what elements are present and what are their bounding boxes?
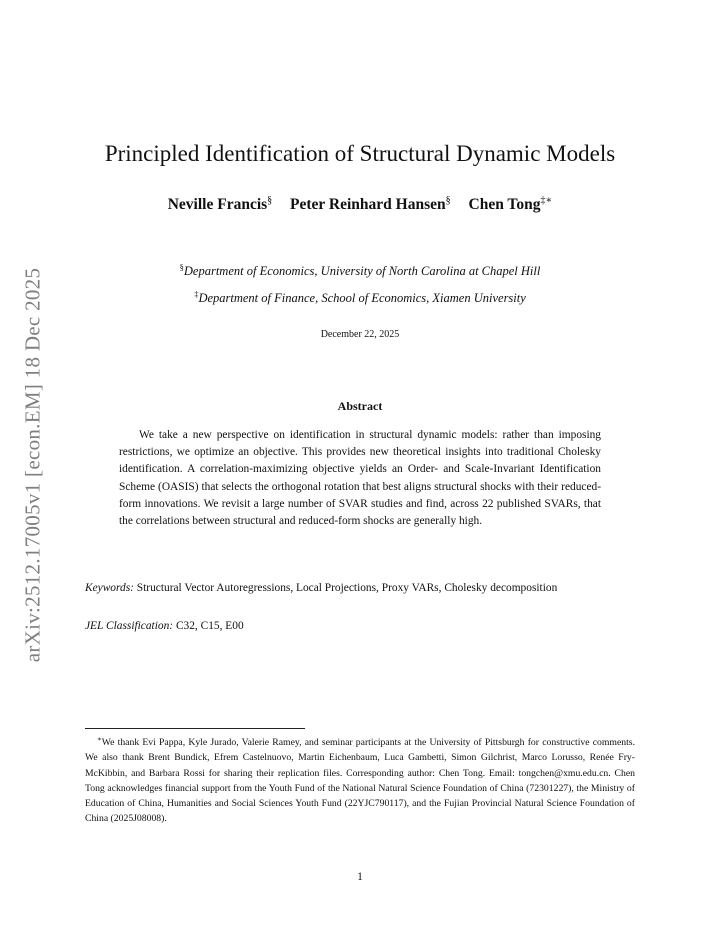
author-mark: ‡∗ [540, 195, 553, 206]
keywords-line [85, 580, 635, 597]
jel-line [85, 618, 635, 635]
footnote-divider [85, 728, 305, 729]
author-3 [469, 195, 553, 214]
author-name: Chen Tong [468, 196, 541, 214]
author-name: Peter Reinhard Hansen [290, 196, 446, 214]
footnote [85, 732, 635, 826]
jel-text: C32, C15, E00 [175, 620, 244, 632]
page-number: 1 [357, 871, 363, 883]
footnote-mark: ∗ [97, 735, 102, 743]
jel-label: JEL Classification: [85, 620, 174, 632]
paper-title: Principled Identification of Structural Dynamic Models [104, 141, 616, 166]
abstract-body [119, 427, 601, 530]
paper-date: December 22, 2025 [320, 329, 400, 340]
affiliation-1 [0, 262, 720, 279]
author-list [0, 195, 720, 214]
keywords-text: Structural Vector Autoregressions, Local Projections, Proxy VARs, Cholesky decomposition [136, 582, 558, 594]
author-mark: § [445, 195, 451, 206]
affiliation-text: Department of Economics, University of North Carolina at Chapel Hill [183, 264, 541, 279]
arxiv-stamp: arXiv:2512.17005v1 [econ.EM] 18 Dec 2025 [20, 267, 45, 663]
footnote-text: We thank Evi Pappa, Kyle Jurado, Valerie Ramey, and seminar participants at the University of Pittsburgh for constructive comments. We also thank Brent Bundick, Efrem Castelnuovo, Martin Eichenbaum, Luca Gambetti, Simon Gilchrist, Marco Lorusso, Renée Fry-McKibbin, and Barbara Rossi for sharing their replication files. Corresponding author: Chen Tong. Email: tongchen@xmu.edu.cn. Chen Tong acknowledges financial support from the Youth Fund of the National Natural Science Foundation of China (72301227), the Ministry of Education of China, Humanities and Social Sciences Youth Fund (22YJC790117), and the Fujian Provincial Natural Science Foundation of China (2025J08008). [85, 737, 635, 825]
abstract-text: We take a new perspective on identification in structural dynamic models: rather than imposing restrictions, we optimize an objective. This provides new theoretical insights into traditional Cholesky identification. A correlation-maximizing objective yields an Order- and Scale-Invariant Identification Scheme (OASIS) that selects the orthogonal rotation that best aligns structural shocks with their reduced-form innovations. We revisit a large number of SVAR studies and find, across 22 published SVARs, that the correlations between structural and reduced-form shocks are generally high. [119, 429, 601, 528]
affiliation-mark: ‡ [194, 289, 199, 299]
author-1 [168, 195, 272, 214]
keywords-label: Keywords: [85, 582, 134, 594]
abstract-heading: Abstract [337, 399, 383, 413]
affiliation-mark: § [179, 262, 184, 272]
author-mark: § [267, 195, 273, 206]
affiliation-text: Department of Finance, School of Economics, Xiamen University [198, 291, 526, 306]
affiliation-2 [0, 289, 720, 306]
author-2 [290, 195, 451, 214]
author-name: Neville Francis [167, 196, 268, 214]
